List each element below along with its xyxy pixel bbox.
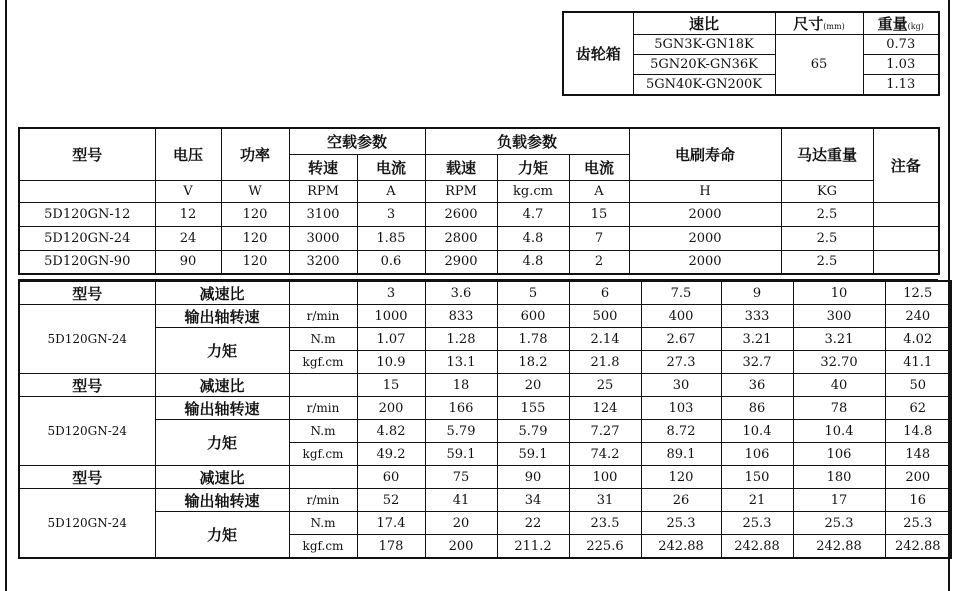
spec-unit-life: H xyxy=(629,180,781,202)
table-separator xyxy=(18,273,938,280)
torque-nm-value: 25.3 xyxy=(793,512,885,535)
ratio-value: 30 xyxy=(641,374,721,397)
speed-row xyxy=(19,397,951,420)
torque-nm-value: 3.21 xyxy=(793,328,885,351)
speed-value: 200 xyxy=(357,397,425,420)
speed-value: 833 xyxy=(425,305,497,328)
spec-note xyxy=(873,250,939,274)
speed-value: 52 xyxy=(357,489,425,512)
spec-life: 2000 xyxy=(629,226,781,250)
ratio-value: 25 xyxy=(569,374,641,397)
spec-load-speed: 2900 xyxy=(425,250,497,274)
torque-nm-value: 25.3 xyxy=(721,512,793,535)
ratio-value: 10 xyxy=(793,281,885,305)
torque-nm-row xyxy=(19,512,951,535)
ratio-model-label: 型号 xyxy=(19,374,155,397)
block-model: 5D120GN-24 xyxy=(19,489,155,559)
ratio-value: 18 xyxy=(425,374,497,397)
ratio-unit-empty xyxy=(289,374,357,397)
spec-load-current: 7 xyxy=(569,226,629,250)
spec-torque: 4.8 xyxy=(497,250,569,274)
spec-unit-power: W xyxy=(221,180,289,202)
speed-value: 1000 xyxy=(357,305,425,328)
speed-value: 78 xyxy=(793,397,885,420)
torque-kgf-value: 10.9 xyxy=(357,351,425,374)
torque-kgf-value: 225.6 xyxy=(569,535,641,559)
spec-speed: 3000 xyxy=(289,226,357,250)
unit-rpm: r/min xyxy=(289,489,357,512)
torque-nm-value: 17.4 xyxy=(357,512,425,535)
torque-nm-value: 4.82 xyxy=(357,420,425,443)
torque-nm-value: 4.02 xyxy=(885,328,951,351)
spec-life: 2000 xyxy=(629,250,781,274)
torque-kgf-value: 242.88 xyxy=(885,535,951,559)
torque-kgf-value: 242.88 xyxy=(641,535,721,559)
unit-nm: N.m xyxy=(289,420,357,443)
ratio-value: 180 xyxy=(793,466,885,489)
spec-voltage: 90 xyxy=(155,250,221,274)
torque-nm-value: 10.4 xyxy=(721,420,793,443)
ratio-value: 3 xyxy=(357,281,425,305)
speed-value: 26 xyxy=(641,489,721,512)
speed-value: 34 xyxy=(497,489,569,512)
spec-group-load: 负载参数 xyxy=(425,128,629,154)
gearbox-ratio: 5GN20K-GN36K xyxy=(633,55,775,75)
unit-kgf: kgf.cm xyxy=(289,443,357,466)
torque-nm-value: 25.3 xyxy=(885,512,951,535)
unit-kgf: kgf.cm xyxy=(289,535,357,559)
ratio-value: 50 xyxy=(885,374,951,397)
ratio-value: 200 xyxy=(885,466,951,489)
torque-nm-value: 2.67 xyxy=(641,328,721,351)
torque-label: 力矩 xyxy=(155,328,289,374)
speed-value: 600 xyxy=(497,305,569,328)
speed-value: 17 xyxy=(793,489,885,512)
spec-unit-load-speed: RPM xyxy=(425,180,497,202)
speed-value: 333 xyxy=(721,305,793,328)
ratio-value: 120 xyxy=(641,466,721,489)
torque-label: 力矩 xyxy=(155,420,289,466)
torque-nm-value: 1.07 xyxy=(357,328,425,351)
ratio-row xyxy=(19,466,951,489)
gearbox-ratio: 5GN3K-GN18K xyxy=(633,35,775,55)
ratio-value: 75 xyxy=(425,466,497,489)
torque-kgf-value: 32.7 xyxy=(721,351,793,374)
spec-note xyxy=(873,202,939,226)
torque-kgf-value: 21.8 xyxy=(569,351,641,374)
gearbox-col-size: 尺寸(mm) xyxy=(775,12,863,35)
spec-group-no-load: 空载参数 xyxy=(289,128,425,154)
spec-col-torque: 力矩 xyxy=(497,154,569,180)
spec-col-voltage: 电压 xyxy=(155,128,221,180)
torque-kgf-value: 59.1 xyxy=(425,443,497,466)
torque-nm-value: 1.28 xyxy=(425,328,497,351)
spec-row xyxy=(19,226,939,250)
output-speed-label: 输出轴转速 xyxy=(155,397,289,420)
ratio-row xyxy=(19,281,951,305)
spec-current: 3 xyxy=(357,202,425,226)
ratio-row xyxy=(19,374,951,397)
ratio-unit-empty xyxy=(289,466,357,489)
spec-unit-load-current: A xyxy=(569,180,629,202)
spec-load-speed: 2800 xyxy=(425,226,497,250)
speed-value: 21 xyxy=(721,489,793,512)
torque-nm-value: 23.5 xyxy=(569,512,641,535)
unit-kgf: kgf.cm xyxy=(289,351,357,374)
spec-model: 5D120GN-12 xyxy=(19,202,155,226)
ratio-model-label: 型号 xyxy=(19,281,155,305)
gearbox-size: 65 xyxy=(775,35,863,96)
ratio-value: 90 xyxy=(497,466,569,489)
ratio-value: 9 xyxy=(721,281,793,305)
torque-kgf-value: 13.1 xyxy=(425,351,497,374)
spec-row xyxy=(19,250,939,274)
torque-kgf-value: 106 xyxy=(793,443,885,466)
spec-unit-voltage: V xyxy=(155,180,221,202)
torque-nm-value: 1.78 xyxy=(497,328,569,351)
spec-current: 1.85 xyxy=(357,226,425,250)
spec-speed: 3200 xyxy=(289,250,357,274)
ratio-unit-empty xyxy=(289,281,357,305)
torque-nm-value: 14.8 xyxy=(885,420,951,443)
ratio-value: 5 xyxy=(497,281,569,305)
torque-nm-value: 25.3 xyxy=(641,512,721,535)
spec-unit-torque: kg.cm xyxy=(497,180,569,202)
unit-nm: N.m xyxy=(289,328,357,351)
torque-nm-value: 22 xyxy=(497,512,569,535)
ratio-value: 12.5 xyxy=(885,281,951,305)
speed-value: 41 xyxy=(425,489,497,512)
torque-kgf-value: 148 xyxy=(885,443,951,466)
spec-power: 120 xyxy=(221,202,289,226)
spec-load-current: 15 xyxy=(569,202,629,226)
torque-kgf-value: 200 xyxy=(425,535,497,559)
torque-nm-value: 7.27 xyxy=(569,420,641,443)
spec-voltage: 12 xyxy=(155,202,221,226)
speed-row xyxy=(19,489,951,512)
speed-row xyxy=(19,305,951,328)
spec-power: 120 xyxy=(221,250,289,274)
spec-weight: 2.5 xyxy=(781,250,873,274)
ratio-value: 100 xyxy=(569,466,641,489)
torque-kgf-value: 211.2 xyxy=(497,535,569,559)
spec-torque: 4.8 xyxy=(497,226,569,250)
torque-kgf-value: 41.1 xyxy=(885,351,951,374)
torque-kgf-value: 18.2 xyxy=(497,351,569,374)
torque-kgf-value: 32.70 xyxy=(793,351,885,374)
gearbox-weight: 1.03 xyxy=(863,55,939,75)
ratio-value: 40 xyxy=(793,374,885,397)
reduction-ratio-table xyxy=(18,280,952,559)
unit-nm: N.m xyxy=(289,512,357,535)
ratio-reduction-label: 减速比 xyxy=(155,466,289,489)
ratio-reduction-label: 减速比 xyxy=(155,281,289,305)
torque-kgf-value: 27.3 xyxy=(641,351,721,374)
spec-model: 5D120GN-90 xyxy=(19,250,155,274)
torque-kgf-value: 74.2 xyxy=(569,443,641,466)
gearbox-weight: 1.13 xyxy=(863,75,939,96)
torque-kgf-value: 106 xyxy=(721,443,793,466)
gearbox-weight: 0.73 xyxy=(863,35,939,55)
spec-torque: 4.7 xyxy=(497,202,569,226)
spec-weight: 2.5 xyxy=(781,202,873,226)
torque-kgf-value: 89.1 xyxy=(641,443,721,466)
ratio-value: 7.5 xyxy=(641,281,721,305)
ratio-value: 20 xyxy=(497,374,569,397)
motor-spec-table xyxy=(18,127,940,275)
spec-power: 120 xyxy=(221,226,289,250)
spec-load-current: 2 xyxy=(569,250,629,274)
spec-note xyxy=(873,226,939,250)
speed-value: 300 xyxy=(793,305,885,328)
block-model: 5D120GN-24 xyxy=(19,305,155,374)
speed-value: 62 xyxy=(885,397,951,420)
spec-col-model: 型号 xyxy=(19,128,155,180)
speed-value: 155 xyxy=(497,397,569,420)
spec-life: 2000 xyxy=(629,202,781,226)
ratio-value: 6 xyxy=(569,281,641,305)
speed-value: 124 xyxy=(569,397,641,420)
ratio-reduction-label: 减速比 xyxy=(155,374,289,397)
spec-current: 0.6 xyxy=(357,250,425,274)
torque-kgf-value: 242.88 xyxy=(793,535,885,559)
gearbox-ratio: 5GN40K-GN200K xyxy=(633,75,775,96)
ratio-value: 150 xyxy=(721,466,793,489)
torque-kgf-value: 178 xyxy=(357,535,425,559)
torque-kgf-value: 49.2 xyxy=(357,443,425,466)
spec-unit-speed: RPM xyxy=(289,180,357,202)
ratio-model-label: 型号 xyxy=(19,466,155,489)
gearbox-col-ratio: 速比 xyxy=(633,12,775,35)
spec-speed: 3100 xyxy=(289,202,357,226)
spec-model: 5D120GN-24 xyxy=(19,226,155,250)
spec-col-power: 功率 xyxy=(221,128,289,180)
speed-value: 400 xyxy=(641,305,721,328)
spec-unit-model xyxy=(19,180,155,202)
torque-nm-value: 20 xyxy=(425,512,497,535)
spec-col-speed: 转速 xyxy=(289,154,357,180)
speed-value: 86 xyxy=(721,397,793,420)
torque-kgf-value: 242.88 xyxy=(721,535,793,559)
output-speed-label: 输出轴转速 xyxy=(155,489,289,512)
spec-col-motor-weight: 马达重量 xyxy=(781,128,873,180)
speed-value: 166 xyxy=(425,397,497,420)
spec-col-brush-life: 电刷寿命 xyxy=(629,128,781,180)
gearbox-table xyxy=(562,11,940,96)
speed-value: 240 xyxy=(885,305,951,328)
ratio-value: 36 xyxy=(721,374,793,397)
speed-value: 31 xyxy=(569,489,641,512)
torque-label: 力矩 xyxy=(155,512,289,559)
ratio-value: 60 xyxy=(357,466,425,489)
spec-load-speed: 2600 xyxy=(425,202,497,226)
spec-col-load-current: 电流 xyxy=(569,154,629,180)
ratio-value: 3.6 xyxy=(425,281,497,305)
torque-nm-row xyxy=(19,420,951,443)
output-speed-label: 输出轴转速 xyxy=(155,305,289,328)
gearbox-label: 齿轮箱 xyxy=(563,12,633,95)
speed-value: 500 xyxy=(569,305,641,328)
torque-nm-value: 3.21 xyxy=(721,328,793,351)
spec-col-note: 注备 xyxy=(873,128,939,202)
spec-col-current: 电流 xyxy=(357,154,425,180)
torque-nm-value: 2.14 xyxy=(569,328,641,351)
unit-rpm: r/min xyxy=(289,305,357,328)
speed-value: 103 xyxy=(641,397,721,420)
spec-unit-current: A xyxy=(357,180,425,202)
torque-nm-value: 5.79 xyxy=(497,420,569,443)
torque-nm-value: 8.72 xyxy=(641,420,721,443)
spec-voltage: 24 xyxy=(155,226,221,250)
speed-value: 16 xyxy=(885,489,951,512)
torque-nm-value: 10.4 xyxy=(793,420,885,443)
unit-rpm: r/min xyxy=(289,397,357,420)
block-model: 5D120GN-24 xyxy=(19,397,155,466)
spec-weight: 2.5 xyxy=(781,226,873,250)
spec-unit-weight: KG xyxy=(781,180,873,202)
gearbox-col-weight: 重量(kg) xyxy=(863,12,939,35)
torque-nm-value: 5.79 xyxy=(425,420,497,443)
ratio-value: 15 xyxy=(357,374,425,397)
spec-col-load-speed: 载速 xyxy=(425,154,497,180)
torque-kgf-value: 59.1 xyxy=(497,443,569,466)
spec-row xyxy=(19,202,939,226)
torque-nm-row xyxy=(19,328,951,351)
